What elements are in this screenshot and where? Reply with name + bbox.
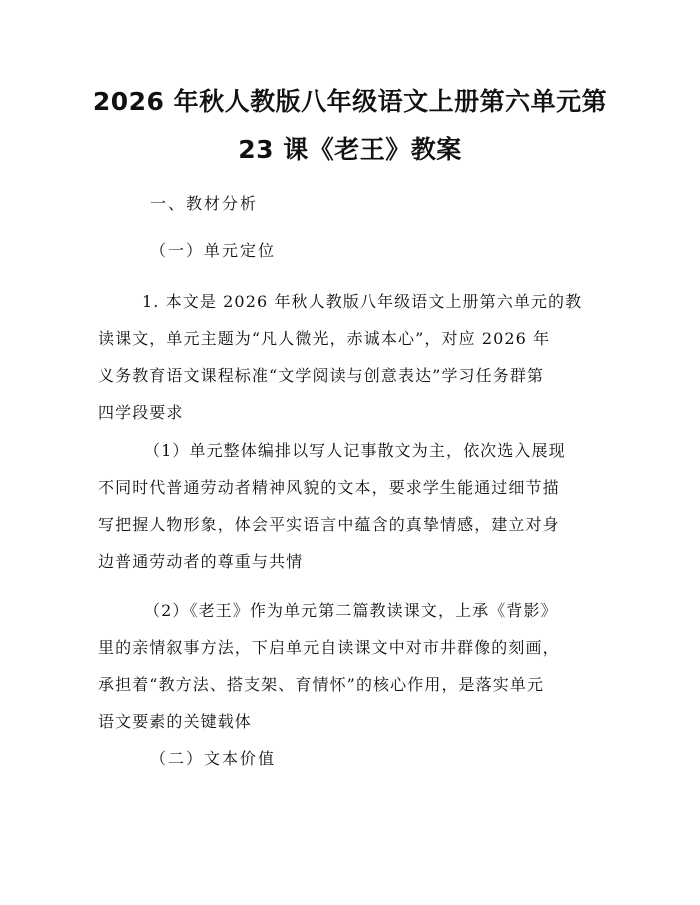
title-line-2: 23 课《老王》教案 bbox=[238, 135, 462, 164]
paragraph-3-line: 承担着“教方法、搭支架、育情怀”的核心作用，是落实单元 bbox=[98, 675, 545, 694]
document-title bbox=[90, 78, 610, 174]
paragraph-3-line: 里的亲情叙事方法，下启单元自读课文中对市井群像的刻画， bbox=[98, 638, 560, 657]
paragraph-1-line: 义务教育语文课程标准“文学阅读与创意表达”学习任务群第 bbox=[98, 366, 545, 385]
paragraph-3-line: （2）《老王》作为单元第二篇教读课文，上承《背影》 bbox=[144, 601, 558, 620]
subsection-heading-text-value: （二）文本价值 bbox=[150, 749, 277, 768]
subsection-heading-unit-positioning: （一）单元定位 bbox=[150, 241, 277, 260]
title-line-1: 2026 年秋人教版八年级语文上册第六单元第 bbox=[92, 87, 608, 116]
paragraph-3 bbox=[98, 592, 608, 740]
paragraph-2-line: 不同时代普通劳动者精神风貌的文本，要求学生能通过细节描 bbox=[98, 478, 560, 497]
section-heading-textbook-analysis: 一、教材分析 bbox=[150, 194, 259, 213]
paragraph-1-line: 四学段要求 bbox=[98, 403, 184, 422]
paragraph-1 bbox=[98, 283, 608, 431]
paragraph-1-line: 读课文，单元主题为“凡人微光，赤诚本心”，对应 2026 年 bbox=[98, 329, 551, 348]
paragraph-2-line: （1）单元整体编排以写人记事散文为主，依次选入展现 bbox=[144, 441, 566, 460]
paragraph-2-line: 写把握人物形象，体会平实语言中蕴含的真挚情感，建立对身 bbox=[98, 515, 560, 534]
paragraph-2 bbox=[98, 432, 608, 580]
paragraph-2-line: 边普通劳动者的尊重与共情 bbox=[98, 552, 304, 571]
paragraph-1-line: 1. 本文是 2026 年秋人教版八年级语文上册第六单元的教 bbox=[142, 292, 583, 311]
paragraph-3-line: 语文要素的关键载体 bbox=[98, 712, 252, 731]
